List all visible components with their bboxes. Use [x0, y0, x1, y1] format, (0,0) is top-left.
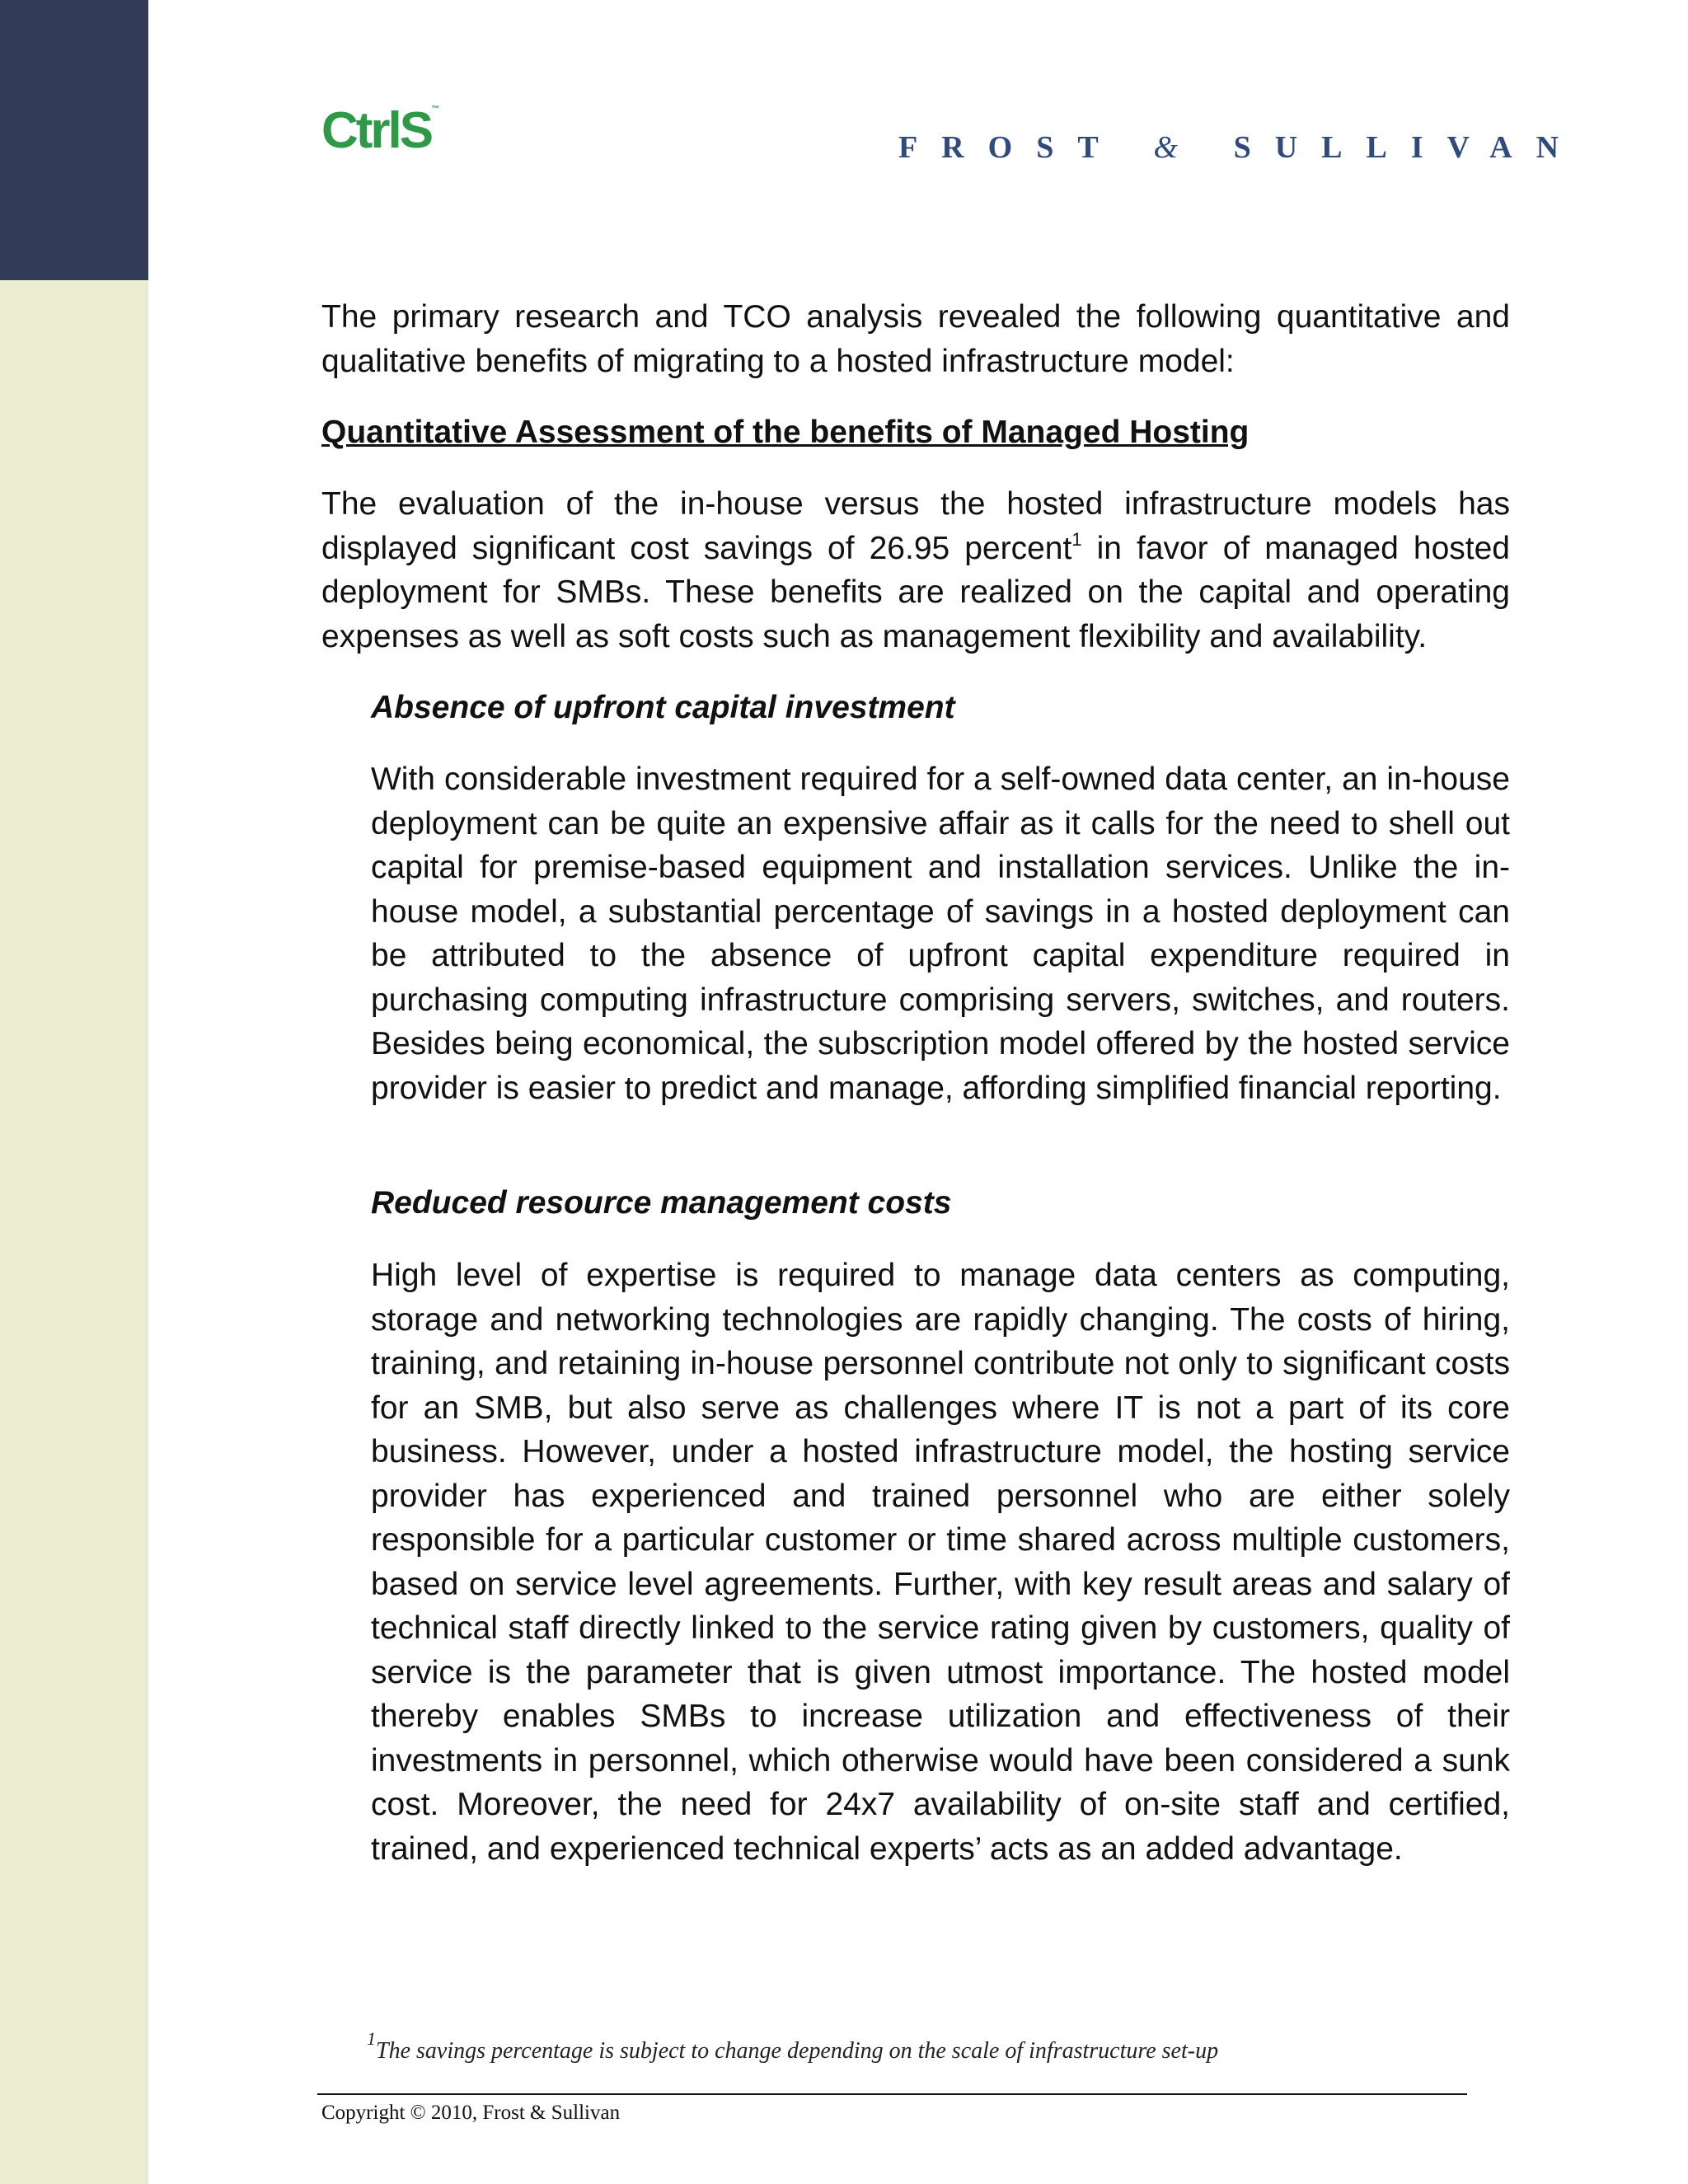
section-heading: Quantitative Assessment of the benefits of Managed Hosting — [321, 415, 1250, 450]
sidebar-dark-band — [0, 0, 148, 280]
section-body-text-2: in favor of managed hosted deployment for SMBs. These benefits are realized on the capital and operating expenses as well as soft costs such as management flexibility and availability. — [321, 530, 1510, 654]
footnote — [367, 2028, 1521, 2064]
frost-sullivan-logo-ampersand: & — [1153, 130, 1203, 165]
footnote-marker: 1 — [367, 2028, 376, 2049]
intro-paragraph: The primary research and TCO analysis revealed the following quantitative and qualitative benefits of migrating to a hosted infrastructure model: — [321, 299, 1510, 379]
footer-divider — [317, 2093, 1467, 2095]
subsection-body-resource: High level of expertise is required to manage data centers as computing, storage and networking technologies are rapidly changing. The costs of hiring, training, and retaining in-house personnel contribute not only to significant costs for an SMB, but also serve as challenges where IT is not a part of its core business. However, under a hosted infrastructure model, the hosting service provider has experienced and trained personnel who are either solely responsible for a particular customer or time shared across multiple customers, based on service level agreements. Further, with key result areas and salary of technical staff directly linked to the service rating given by customers, quality of service is the parameter that is given utmost importance. The hosted model thereby enables SMBs to increase utilization and effectiveness of their investments in personnel, which otherwise would have been considered a sunk cost. Moreover, the need for 24x7 availability of on-site staff and certified, trained, and experienced technical experts’ acts as an added advantage. — [371, 1258, 1510, 1867]
section-body-text-1: The evaluation of the in-house versus the hosted infrastructure models has displayed significant cost savings of 26.95 percent — [321, 486, 1510, 566]
subsection-body-capital: With considerable investment required for a self-owned data center, an in-house deployment can be quite an expensive affair as it calls for the need to shell out capital for premise-based equipment and installation services. Unlike the in-house model, a substantial percentage of savings in a hosted deployment can be attributed to the absence of upfront capital expenditure required in purchasing computing infrastructure comprising servers, switches, and routers. Besides being economical, the subscription model offered by the hosted service provider is easier to predict and manage, affording simplified financial reporting. — [371, 762, 1510, 1106]
copyright-notice: Copyright © 2010, Frost & Sullivan — [321, 2102, 621, 2124]
frost-sullivan-logo-part1: FROST — [898, 130, 1123, 165]
subsection-heading-resource: Reduced resource management costs — [371, 1185, 952, 1221]
sidebar-light-band — [0, 280, 148, 2184]
ctrls-logo-text: CtrlS — [321, 102, 432, 159]
footnote-reference: 1 — [1071, 528, 1082, 550]
frost-sullivan-logo-part2: SULLIVAN — [1233, 130, 1583, 165]
ctrls-logo — [321, 102, 440, 159]
frost-sullivan-logo — [898, 132, 1582, 163]
subsection-heading-capital: Absence of upfront capital investment — [371, 690, 955, 725]
ctrls-logo-trademark: ™ — [431, 105, 440, 114]
section-body-paragraph — [321, 482, 1510, 658]
footnote-text: The savings percentage is subject to change depending on the scale of infrastructure set-up — [376, 2038, 1219, 2064]
